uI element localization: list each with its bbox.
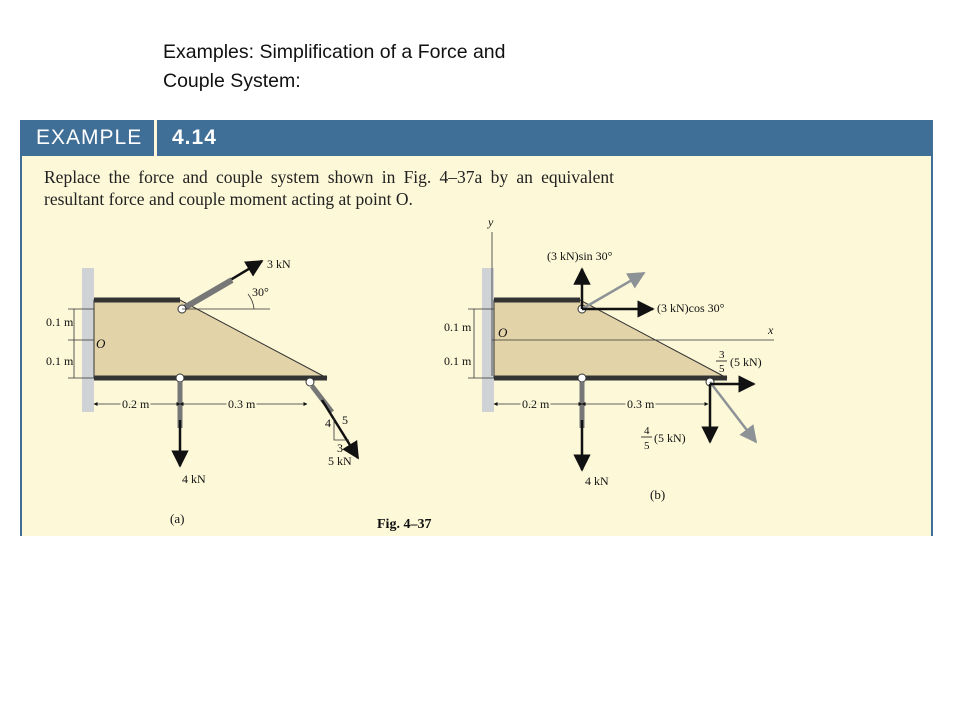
label-b: (b): [650, 487, 666, 502]
label-30deg: 30°: [252, 285, 269, 299]
example-label: EXAMPLE: [36, 126, 143, 149]
dim-b-03: 0.3 m: [627, 397, 655, 411]
dim-a-02: 0.2 m: [122, 397, 150, 411]
x-axis-label: x: [768, 323, 774, 337]
figure-caption: Fig. 4–37: [377, 517, 432, 532]
slide-title: [163, 38, 683, 96]
resultant-5kn-gray: [710, 382, 756, 442]
pin-a-right: [306, 378, 314, 386]
figure-b: [444, 215, 774, 502]
resultant-3kn-gray: [582, 273, 644, 309]
point-o-a: O: [96, 336, 106, 351]
frac-45-num: 4: [644, 425, 650, 437]
cable-a-right: [312, 386, 332, 412]
pin-a-bottom: [176, 374, 184, 382]
tri-4: 4: [325, 416, 331, 430]
label-5kn: 5 kN: [328, 454, 352, 468]
pin-b-bottom: [578, 374, 586, 382]
bracket-a: [94, 300, 327, 378]
problem-statement: Replace the force and couple system shown in Fig. 4–37a by an equivalent resultant force and couple moment acting at point O.: [44, 167, 614, 209]
dim-a-01-top: 0.1 m: [46, 315, 74, 329]
example-panel: [20, 120, 933, 536]
dim-b-01-top: 0.1 m: [444, 320, 472, 334]
label-cos-comp: (3 kN)cos 30°: [657, 301, 725, 315]
dim-b-01-bottom: 0.1 m: [444, 354, 472, 368]
slide-title-line1: Examples: Simplification of a Force and: [163, 41, 506, 63]
frac-35-num: 3: [719, 349, 725, 361]
dim-b-02: 0.2 m: [522, 397, 550, 411]
figure-4-37: [22, 120, 931, 536]
label-a: (a): [170, 511, 185, 526]
cable-a-top: [184, 280, 232, 308]
example-number: 4.14: [172, 126, 217, 149]
label-4kn-b: 4 kN: [585, 474, 609, 488]
point-o-b: O: [498, 325, 508, 340]
frac-45-text: (5 kN): [654, 431, 686, 445]
label-3kn: 3 kN: [267, 257, 291, 271]
tri-5: 5: [342, 413, 348, 427]
slide-title-line2: Couple System:: [163, 70, 301, 92]
frac-35-text: (5 kN): [730, 355, 762, 369]
label-sin-comp: (3 kN)sin 30°: [547, 249, 613, 263]
y-axis-label: y: [488, 215, 494, 229]
figure-a: [46, 257, 358, 526]
dim-a-01-bottom: 0.1 m: [46, 354, 74, 368]
tri-3: 3: [337, 441, 343, 455]
label-4kn-a: 4 kN: [182, 472, 206, 486]
frac-35-den: 5: [719, 363, 725, 375]
frac-45-den: 5: [644, 440, 650, 452]
dim-a-03: 0.3 m: [228, 397, 256, 411]
